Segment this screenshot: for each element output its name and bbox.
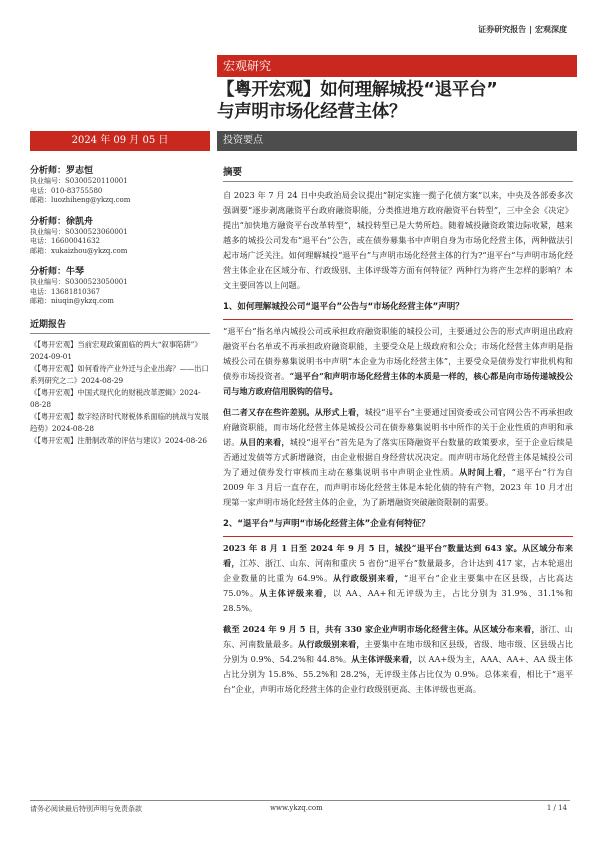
section-divider <box>223 536 573 537</box>
analyst-email[interactable]: 邮箱：luozhiheng@ykzq.com <box>30 196 131 204</box>
bold-span: 2023 年 8 月 1 日至 2024 年 9 月 5 日，城投“退平台”数量达到 643 家。从区域分布来看， <box>223 543 573 568</box>
analyst-name: 分析师：牛琴 <box>30 267 85 277</box>
text-span: 以 AA、AA+和无评级为主，占比分别为 31.9%、31.1%和 28.5%。 <box>223 588 573 613</box>
text-span: 江苏、浙江、山东、河南和重庆 5 省份“退平台”数量最多，合计达到 417 家，占本轮退出企业数量的比重为 64.9%。 <box>223 558 573 583</box>
abstract-paragraph: 自 2023 年 7 月 24 日中央政治局会议提出“制定实施一揽子化债方案”以来，中央及各部委多次强调要“逐步剥离融资平台政府融资职能，分类推进地方政府融资平台转型”，三中全会《决定》提出“加快地方融资平台改革转型”，城投转型已是大势所趋。随着城投融资政策边际收紧，越来越多的城投公司发布“退平台”公告，或在债券募集书中声明自身为市场化经营主体，两种做法引起市场广泛关注。如何理解城投“退平台”与声明市场化经营主体的行为?“退平台”与声明市场化经营主体企业在区域分布、行政级别、主体评级等方面有何特征？两种行为将产生怎样的影响？本文主要回答以上问题。 <box>223 190 573 290</box>
analyst-email[interactable]: 邮箱：xukaizhou@ykzq.com <box>30 246 128 255</box>
analyst-phone: 电话：010-83755580 <box>30 186 103 195</box>
analyst-cert: 执业编号：S0300523060001 <box>30 227 128 236</box>
text-span: 城投“退平台”首先是为了落实压降融资平台数量的政策要求，至于企业后续是否通过发债等方式新增融资，由企业根据自身经营状况决定。而声明市场化经营主体是城投公司为了通过债券发行审核而主动在募集说明书中声明企业性质。 <box>223 437 573 477</box>
recent-report-link[interactable]: 《【粤开宏观】如何看待产业外迁与企业出海？——出口系列研究之二》2024-08-29 <box>30 363 209 385</box>
footer-website-link[interactable]: www.ykzq.com <box>270 804 323 812</box>
section-heading-2: 2、“退平台”与声明“市场化经营主体”企业有何特征？ <box>223 519 430 529</box>
bold-span: “退平台”和声明市场化经营主体的本质是一样的，核心都是向市场传递城投公司与地方政府信用脱钩的信号。 <box>223 371 573 396</box>
sidebar <box>30 165 210 447</box>
recent-report-link[interactable]: 《【粤开宏观】注册制改革的评估与建议》2024-08-26 <box>30 435 208 445</box>
analyst-card <box>30 165 210 206</box>
recent-reports-heading: 近期报告 <box>30 317 210 334</box>
title-line-2: 与声明市场化经营主体？ <box>217 102 407 122</box>
paragraph-3 <box>223 405 573 510</box>
section-divider <box>223 319 573 320</box>
bold-span: 从目的来看， <box>239 437 290 447</box>
analyst-cert: 执业编号：S0300520110001 <box>30 177 128 185</box>
header-separator: | <box>529 25 532 34</box>
analyst-name: 分析师：罗志恒 <box>30 166 94 176</box>
analyst-phone: 电话：16600041632 <box>30 237 100 245</box>
bold-span: 从行政级别来看， <box>298 639 365 649</box>
analyst-card <box>30 216 210 257</box>
bold-span: 但二者又存在些许差别。从形式上看， <box>223 407 365 417</box>
bold-span: 截至 2024 年 9 月 5 日，共有 330 家企业声明市场化经营主体。从区域分布来看， <box>223 624 540 634</box>
report-title <box>217 79 587 123</box>
paragraph-2 <box>223 324 573 399</box>
text-span: “退平台”企业主要集中在区县级，占比高达 75.0%。 <box>223 573 573 598</box>
abstract-heading: 摘要 <box>223 164 573 182</box>
text-span: 以 AA+级为主，AAA、AA+、AA 级主体占比分别为 15.8%、55.2%和 28.2%，无评级主体占比仅为 0.9%。总体来看，相比于“退平台”企业，声明市场化经营主体的企业行政级别更高、主体评级也更高。 <box>223 654 573 694</box>
recent-report-link[interactable]: 《【粤开宏观】数字经济时代财税体系面临的挑战与发展趋势》2024-08-28 <box>30 411 209 433</box>
paragraph-5 <box>223 622 573 697</box>
bold-span: 从主体评级来看， <box>259 588 333 598</box>
header-report-type: 证券研究报告 <box>478 25 527 34</box>
section-heading-1: 1、如何理解城投公司“退平台”公告与“市场化经营主体”声明？ <box>223 302 464 312</box>
text-span: “退平台”指名单内城投公司或承担政府融资职能的城投公司，主要通过公告的形式声明退出政府融资平台名单或不再承担政府融资职能，主要受众是上级政府和公众；市场化经营主体声明是指城投公司在债券募集说明书中声明“本企业为市场化经营主体”，主要受众是债券发行审批机构和债券市场投资者。 <box>223 326 573 381</box>
bold-span: 从行政级别来看， <box>332 573 405 583</box>
main-content <box>223 164 573 697</box>
text-span: 主要集中在地市级和区县级，省级、地市级、区县级占比分别为 0.9%、54.2%和 44.8%。 <box>223 639 573 664</box>
analyst-card <box>30 266 210 307</box>
page-header <box>478 24 567 35</box>
analyst-name: 分析师：徐凯舟 <box>30 216 94 227</box>
section-tag: 宏观研究 <box>217 55 577 77</box>
paragraph-4 <box>223 541 573 616</box>
summary-label: 投资要点 <box>217 131 577 151</box>
bold-span: 从时间上看， <box>459 467 512 477</box>
recent-report-link[interactable]: 《【粤开宏观】中国式现代化的财税改革逻辑》2024-08-28 <box>30 387 201 409</box>
footer-divider <box>30 800 570 801</box>
text-span: “退平台”行为自 2009 年 3 月后一直存在，而声明市场化经营主体是本轮化债的特有产物，2023 年 10 月才出现第一家声明市场化经营主体的企业，为了新增融资突破融资限制的需要。 <box>223 467 573 507</box>
analyst-email[interactable]: 邮箱：niuqin@ykzq.com <box>30 297 114 305</box>
footer-page-number: 1 / 14 <box>546 804 567 812</box>
header-category: 宏观深度 <box>535 25 567 34</box>
report-date: 2024 年 09 月 05 日 <box>30 131 210 151</box>
analyst-cert: 执业编号：S0300523050001 <box>30 278 128 286</box>
text-span: 城投“退平台”主要通过国资委或公司官网公告不再承担政府融资职能，而市场化经营主体是城投公司在债券募集说明书中所作的关于企业性质的声明和承诺。 <box>223 407 573 447</box>
bold-span: 从主体评级来看， <box>351 654 418 664</box>
footer-disclaimer: 请务必阅读最后特别声明与免责条款 <box>30 805 142 813</box>
recent-report-link[interactable]: 《【粤开宏观】当前宏观政策面临的两大“叙事陷阱”》2024-09-01 <box>30 339 202 361</box>
text-span: 浙江、山东、河南数量最多。 <box>223 624 573 649</box>
analyst-phone: 电话：13681810367 <box>30 287 100 296</box>
title-line-1: 【粤开宏观】如何理解城投“退平台” <box>217 80 498 100</box>
